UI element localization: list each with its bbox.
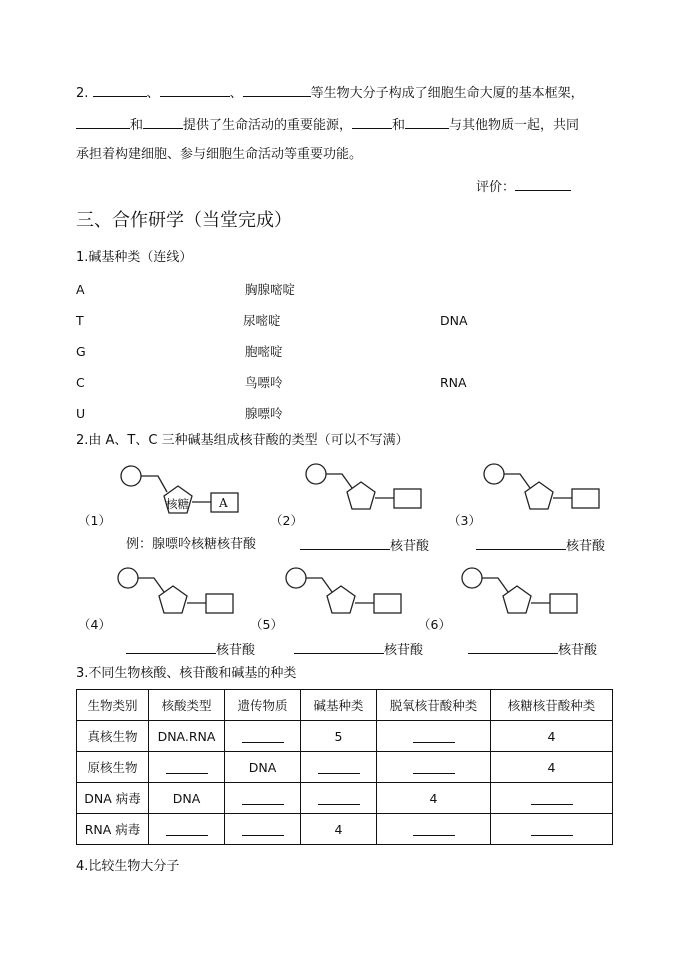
nucleotide-diagram-2 — [306, 464, 421, 509]
answer-line-6 — [468, 641, 597, 659]
base-name[interactable]: 尿嘧啶 — [243, 313, 281, 328]
table-header-row — [77, 690, 613, 721]
base-letter[interactable]: C — [76, 375, 85, 390]
blank-line[interactable] — [468, 641, 558, 654]
table-header: 遗传物质 — [225, 690, 301, 721]
blank-line[interactable] — [126, 641, 216, 654]
table-cell: RNA 病毒 — [77, 814, 149, 845]
table-cell: DNA — [225, 752, 301, 783]
table-cell-blank[interactable] — [301, 752, 377, 783]
blank-line[interactable] — [476, 537, 566, 550]
table-row — [77, 721, 613, 752]
table-cell: DNA 病毒 — [77, 783, 149, 814]
diagram-label-5: （5） — [250, 617, 283, 632]
base-box-label: A — [219, 496, 228, 510]
intro-line-3: 承担着构建细胞、参与细胞生命活动等重要功能。 — [76, 147, 363, 162]
nucleotide-diagram-6 — [462, 568, 577, 613]
table-cell-blank[interactable] — [377, 814, 491, 845]
q2-title: 2.由 A、T、C 三种碱基组成核苷酸的类型（可以不写满） — [76, 433, 409, 448]
table-cell-blank[interactable] — [149, 752, 225, 783]
table-cell: 4 — [491, 752, 613, 783]
table-cell-blank[interactable] — [377, 721, 491, 752]
base-letter[interactable]: U — [76, 406, 86, 421]
table-cell-blank[interactable] — [377, 752, 491, 783]
table-cell-blank[interactable] — [225, 814, 301, 845]
diagram-label-4: （4） — [78, 617, 111, 632]
nucleic-acid-dna[interactable]: DNA — [440, 313, 468, 328]
table-cell-blank[interactable] — [225, 783, 301, 814]
diagram-label-1: （1） — [78, 513, 111, 528]
blank-line[interactable] — [300, 537, 390, 550]
answer-line-4 — [126, 641, 255, 659]
base-letter[interactable]: G — [76, 344, 86, 359]
q1-title: 1.碱基种类（连线） — [76, 250, 193, 265]
nucleic-acid-rna[interactable]: RNA — [440, 375, 467, 390]
table-header: 碱基种类 — [301, 690, 377, 721]
base-letter[interactable]: T — [76, 313, 84, 328]
suffix: 核苷酸 — [566, 539, 606, 554]
base-name[interactable]: 腺嘌呤 — [245, 406, 283, 421]
diagram-label-6: （6） — [418, 617, 451, 632]
intro-text: 与其他物质一起，共同 — [449, 118, 580, 133]
nucleotide-diagram-3 — [484, 464, 599, 509]
intro-number: 2. — [76, 86, 89, 101]
table-header: 核糖核苷酸种类 — [491, 690, 613, 721]
table-cell-blank[interactable] — [491, 814, 613, 845]
sugar-label: 核糖 — [166, 497, 189, 511]
conjunction: 和 — [130, 118, 144, 133]
diagram-label-3: （3） — [448, 513, 481, 528]
section-title: 三、合作研学（当堂完成） — [76, 210, 292, 231]
intro-text: 提供了生命活动的重要能源， — [183, 118, 353, 133]
table-header: 生物类别 — [77, 690, 149, 721]
base-name[interactable]: 胞嘧啶 — [245, 344, 283, 359]
rating-label: 评价： — [476, 180, 516, 195]
table-row — [77, 783, 613, 814]
answer-line-5 — [294, 641, 423, 659]
table-header: 脱氧核苷酸种类 — [377, 690, 491, 721]
answer-line-3 — [476, 537, 605, 555]
table-cell: 5 — [301, 721, 377, 752]
table-header: 核酸类型 — [149, 690, 225, 721]
table-cell: 真核生物 — [77, 721, 149, 752]
q4-title: 4.比较生物大分子 — [76, 859, 180, 874]
nucleotide-diagram-4 — [118, 568, 233, 613]
suffix: 核苷酸 — [384, 643, 424, 658]
table-row — [77, 814, 613, 845]
species-table — [76, 689, 613, 845]
table-row — [77, 752, 613, 783]
table-cell: 4 — [491, 721, 613, 752]
table-cell-blank[interactable] — [301, 783, 377, 814]
suffix: 核苷酸 — [558, 643, 598, 658]
table-cell: DNA — [149, 783, 225, 814]
suffix: 核苷酸 — [216, 643, 256, 658]
table-cell: DNA.RNA — [149, 721, 225, 752]
table-cell: 4 — [301, 814, 377, 845]
intro-text: 等生物大分子构成了细胞生命大厦的基本框架， — [310, 86, 584, 101]
suffix: 核苷酸 — [390, 539, 430, 554]
base-name[interactable]: 鸟嘌呤 — [245, 375, 283, 390]
diagram-label-2: （2） — [270, 513, 303, 528]
table-cell: 原核生物 — [77, 752, 149, 783]
table-cell: 4 — [377, 783, 491, 814]
base-letter[interactable]: A — [76, 282, 85, 297]
conjunction: 和 — [392, 118, 406, 133]
base-name[interactable]: 胸腺嘧啶 — [245, 282, 296, 297]
table-cell-blank[interactable] — [149, 814, 225, 845]
table-cell-blank[interactable] — [491, 783, 613, 814]
example-text: 例：腺嘌呤核糖核苷酸 — [126, 537, 257, 552]
blank-line[interactable] — [294, 641, 384, 654]
answer-line-2 — [300, 537, 429, 555]
separator: 、 — [146, 86, 160, 101]
nucleotide-diagram-5 — [286, 568, 401, 613]
table-cell-blank[interactable] — [225, 721, 301, 752]
separator: 、 — [229, 86, 243, 101]
q3-title: 3.不同生物核酸、核苷酸和碱基的种类 — [76, 666, 297, 681]
